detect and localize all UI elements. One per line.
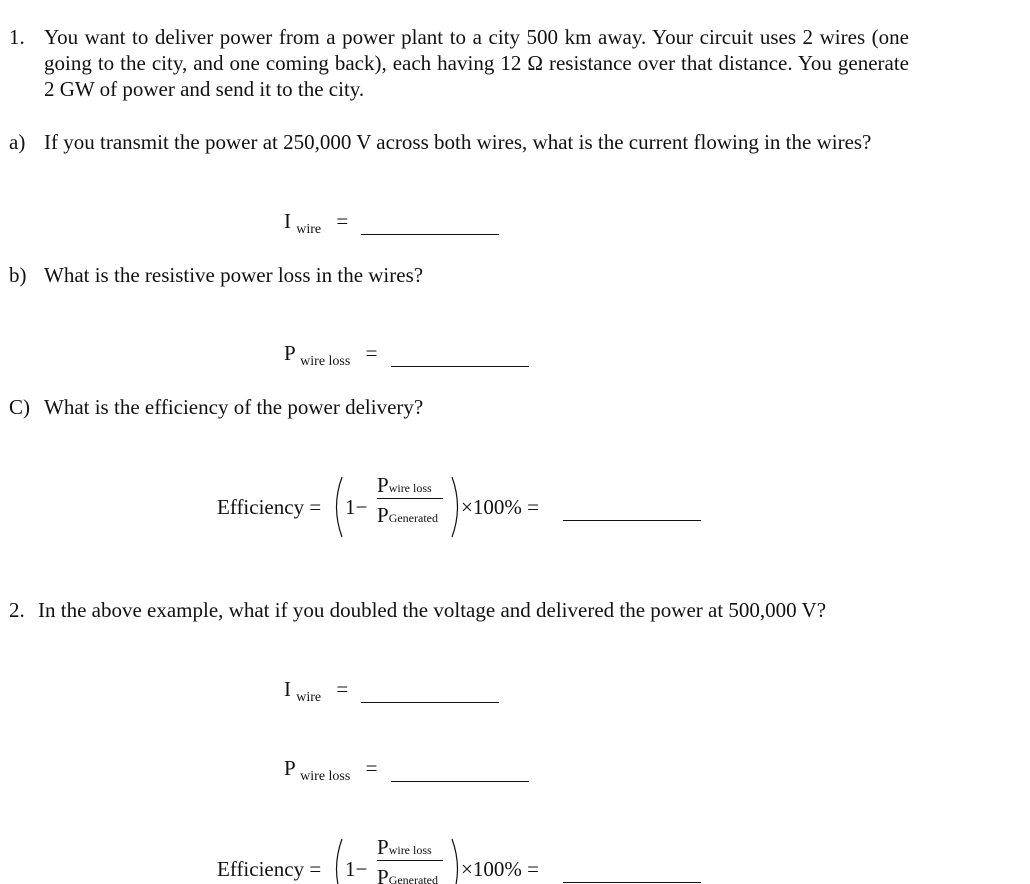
answer-blank-efficiency-c[interactable] xyxy=(563,494,701,521)
current-subscript: wire xyxy=(296,690,322,705)
power-symbol: P xyxy=(284,756,295,780)
answer-p-wire-loss-2 xyxy=(284,755,529,785)
equals-sign: = xyxy=(365,756,378,780)
fraction-bar xyxy=(377,860,443,861)
times-100-percent: ×100% = xyxy=(461,857,539,881)
power-subscript: wire loss xyxy=(300,354,351,369)
question-a-label: a) xyxy=(9,130,26,154)
current-subscript: wire xyxy=(296,222,322,237)
efficiency-formula-2 xyxy=(217,834,717,884)
answer-blank-p-wire-loss-b[interactable] xyxy=(391,340,529,367)
fraction-bar xyxy=(377,498,443,499)
left-parenthesis xyxy=(329,476,345,538)
question-1-text: You want to deliver power from a power plant to a city 500 km away. Your circuit uses 2 wires (one going to the city, and one coming back), each having 12 Ω resistance over that distance. You generate 2 GW of power and send it to the city. xyxy=(44,25,909,101)
equals-sign: = xyxy=(336,209,349,233)
question-b-label: b) xyxy=(9,263,27,287)
question-b xyxy=(9,262,909,288)
answer-blank-p-wire-loss-2[interactable] xyxy=(391,755,529,782)
fraction-numerator: Pwire loss xyxy=(377,835,432,859)
question-2-text: In the above example, what if you doubled the voltage and delivered the power at 500,000 V? xyxy=(38,598,827,622)
fraction-denominator: PGenerated xyxy=(377,503,438,527)
answer-i-wire-2 xyxy=(284,676,499,706)
question-2-number: 2. xyxy=(9,598,25,622)
times-100-percent: ×100% = xyxy=(461,495,539,519)
equals-sign: = xyxy=(336,677,349,701)
one-minus: 1− xyxy=(345,857,368,881)
current-symbol: I xyxy=(284,677,291,701)
efficiency-label: Efficiency = xyxy=(217,857,322,881)
one-minus: 1− xyxy=(345,495,368,519)
question-1 xyxy=(9,24,909,102)
answer-p-wire-loss-b xyxy=(284,340,529,370)
question-c-label: C) xyxy=(9,395,30,419)
question-c xyxy=(9,394,909,420)
answer-blank-i-wire-2[interactable] xyxy=(361,676,499,703)
question-a xyxy=(9,129,909,155)
equals-sign: = xyxy=(365,341,378,365)
power-symbol: P xyxy=(284,341,295,365)
efficiency-label: Efficiency = xyxy=(217,495,322,519)
answer-i-wire-a xyxy=(284,208,499,238)
question-c-text: What is the efficiency of the power delivery? xyxy=(44,395,424,419)
question-b-text: What is the resistive power loss in the wires? xyxy=(44,263,424,287)
question-a-text: If you transmit the power at 250,000 V across both wires, what is the current flowing in the wires? xyxy=(44,130,872,154)
efficiency-formula-c xyxy=(217,472,717,542)
fraction-numerator: Pwire loss xyxy=(377,473,432,497)
answer-blank-efficiency-2[interactable] xyxy=(563,856,701,883)
power-subscript: wire loss xyxy=(300,769,351,784)
current-symbol: I xyxy=(284,209,291,233)
question-1-number: 1. xyxy=(9,25,25,49)
question-2 xyxy=(9,597,1009,623)
fraction-denominator: PGenerated xyxy=(377,865,438,884)
answer-blank-i-wire-a[interactable] xyxy=(361,208,499,235)
left-parenthesis xyxy=(329,838,345,884)
